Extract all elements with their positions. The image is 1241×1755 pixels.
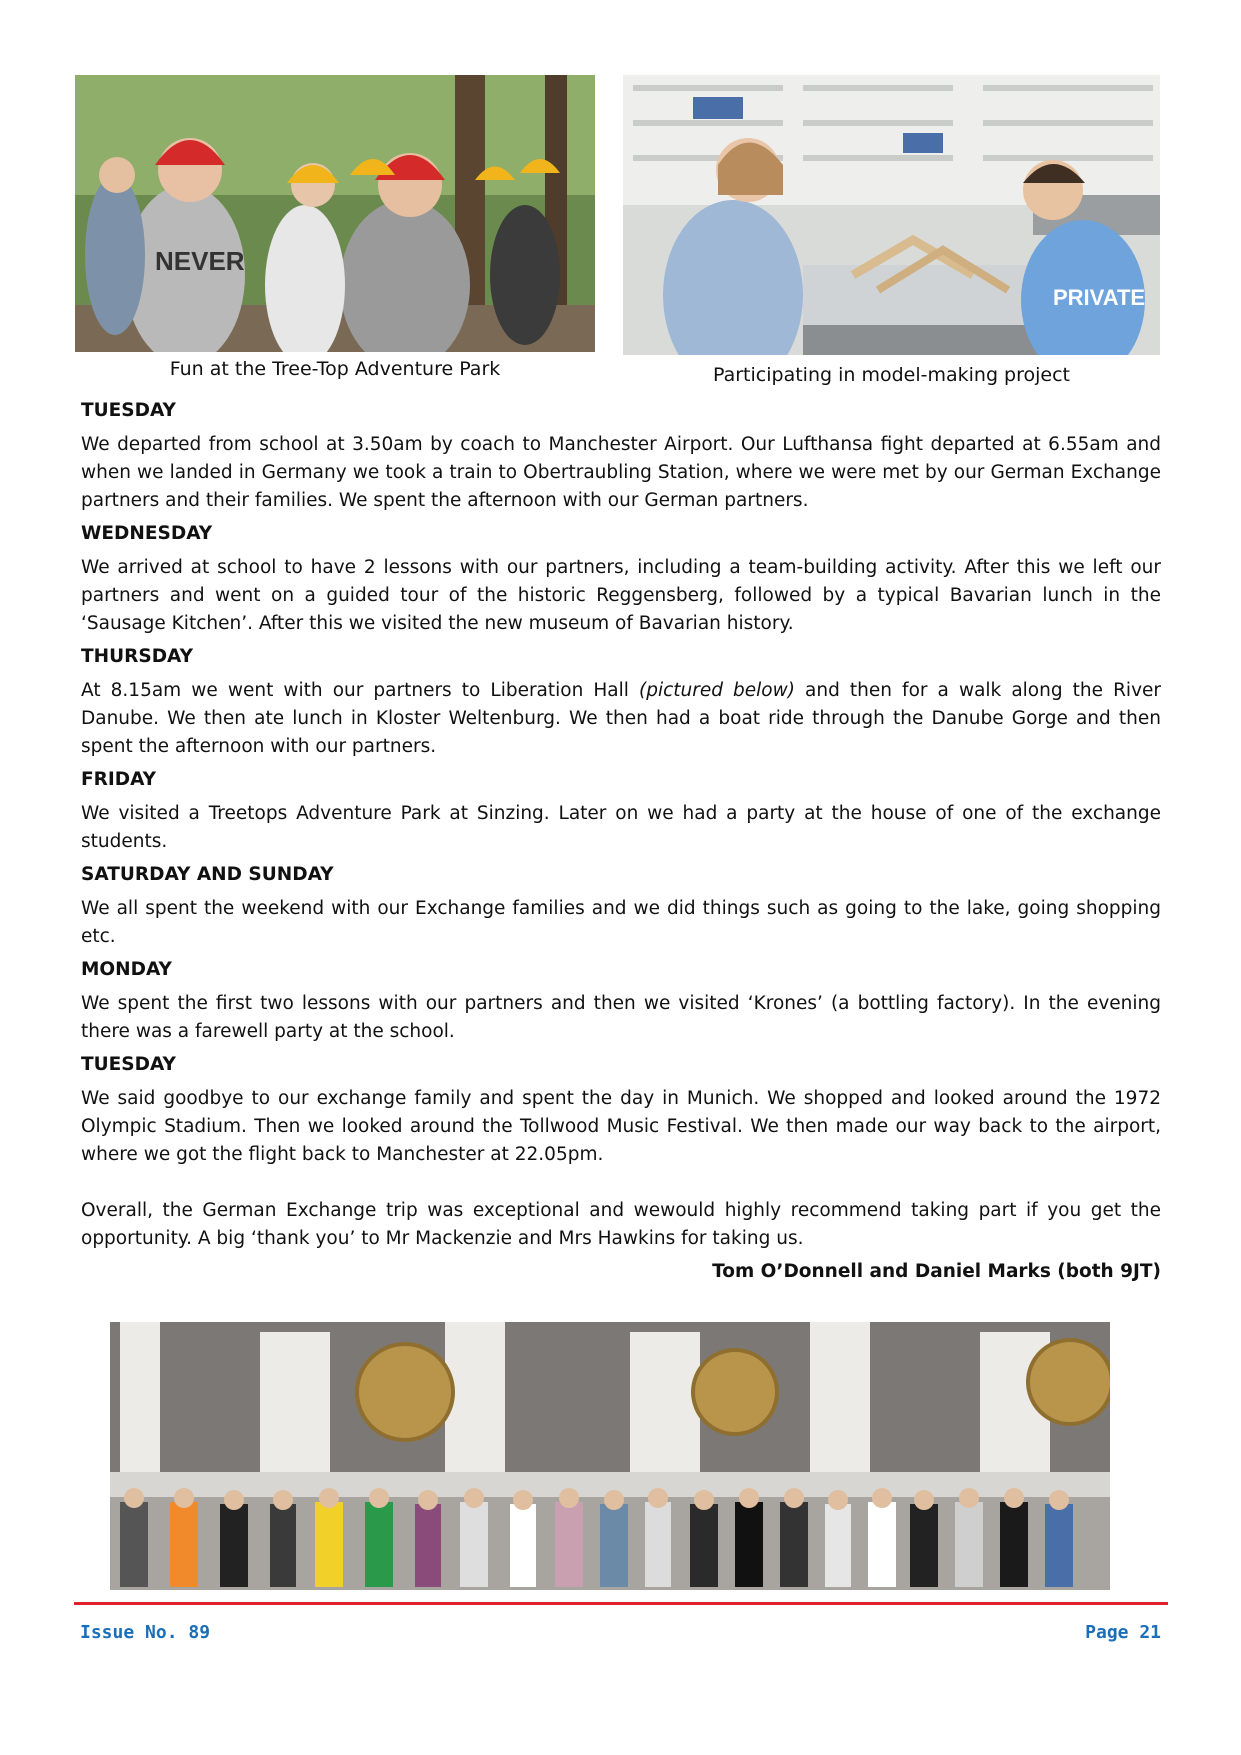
text-part: At 8.15am we went with our partners to Liberation Hall xyxy=(81,680,639,701)
section-heading: SATURDAY AND SUNDAY xyxy=(81,864,334,885)
caption-tree-top: Fun at the Tree-Top Adventure Park xyxy=(169,358,501,380)
section-text: We spent the first two lessons with our partners and then we visited ‘Krones’ (a bottling factory). In the evening there was a farewell party at the school. xyxy=(81,993,1161,1042)
issue-number: Issue No. 89 xyxy=(80,1622,211,1643)
section-weekend xyxy=(81,864,1161,951)
shirt-text: NEVER xyxy=(155,246,245,276)
model-making-photo xyxy=(623,75,1160,355)
section-text: We arrived at school to have 2 lessons with our partners, including a team-building activity. After this we left our partners and went on a guided tour of the historic Reggensberg, followed by a typical Bavarian lunch in the ‘Sausage Kitchen’. After this we visited the new museum of Bavarian history. xyxy=(81,557,1161,634)
section-text: We visited a Treetops Adventure Park at Sinzing. Later on we had a party at the house of one of the exchange students. xyxy=(81,803,1161,852)
tree-top-photo xyxy=(75,75,595,352)
page-number: Page 21 xyxy=(1085,1622,1161,1643)
section-heading: TUESDAY xyxy=(81,400,176,421)
section-text: We said goodbye to our exchange family and spent the day in Munich. We shopped and looked around the 1972 Olympic Stadium. Then we looked around the Tollwood Music Festival. We then made our way back to the airport, where we got the flight back to Manchester at 22.05pm. xyxy=(81,1088,1161,1165)
section-heading: WEDNESDAY xyxy=(81,523,213,544)
footer-rule xyxy=(74,1602,1168,1605)
section-monday xyxy=(81,959,1161,1046)
article-body xyxy=(81,400,1161,1282)
section-tuesday-2 xyxy=(81,1054,1161,1169)
caption-model-making: Participating in model-making project xyxy=(713,364,1070,386)
liberation-hall-photo xyxy=(110,1322,1110,1590)
section-friday xyxy=(81,769,1161,856)
section-text xyxy=(81,677,1161,761)
section-text: We departed from school at 3.50am by coach to Manchester Airport. Our Lufthansa fight departed at 6.55am and when we landed in Germany we took a train to Obertraubling Station, where we were met by our German Exchange partners and their families. We spent the afternoon with our German partners. xyxy=(81,434,1161,511)
section-heading: FRIDAY xyxy=(81,769,157,790)
pictured-below-note: (pictured below) xyxy=(639,680,795,701)
section-heading: MONDAY xyxy=(81,959,172,980)
section-heading: TUESDAY xyxy=(81,1054,176,1075)
section-text: We all spent the weekend with our Exchange families and we did things such as going to the lake, going shopping etc. xyxy=(81,898,1161,947)
text-part: and then for a walk along the River Danube. We then ate lunch in Kloster Weltenburg. We then had a boat ride through the Danube Gorge and then spent the afternoon with our partners. xyxy=(81,680,1162,757)
shirt-text-private: PRIVATE xyxy=(1053,285,1146,310)
section-tuesday xyxy=(81,400,1161,515)
section-heading: THURSDAY xyxy=(81,646,193,667)
closing-paragraph: Overall, the German Exchange trip was exceptional and wewould highly recommend taking part if you get the opportunity. A big ‘thank you’ to Mr Mackenzie and Mrs Hawkins for taking us. xyxy=(81,1200,1161,1249)
section-thursday xyxy=(81,646,1161,761)
author-signature: Tom O’Donnell and Daniel Marks (both 9JT) xyxy=(712,1261,1161,1282)
section-wednesday xyxy=(81,523,1161,638)
